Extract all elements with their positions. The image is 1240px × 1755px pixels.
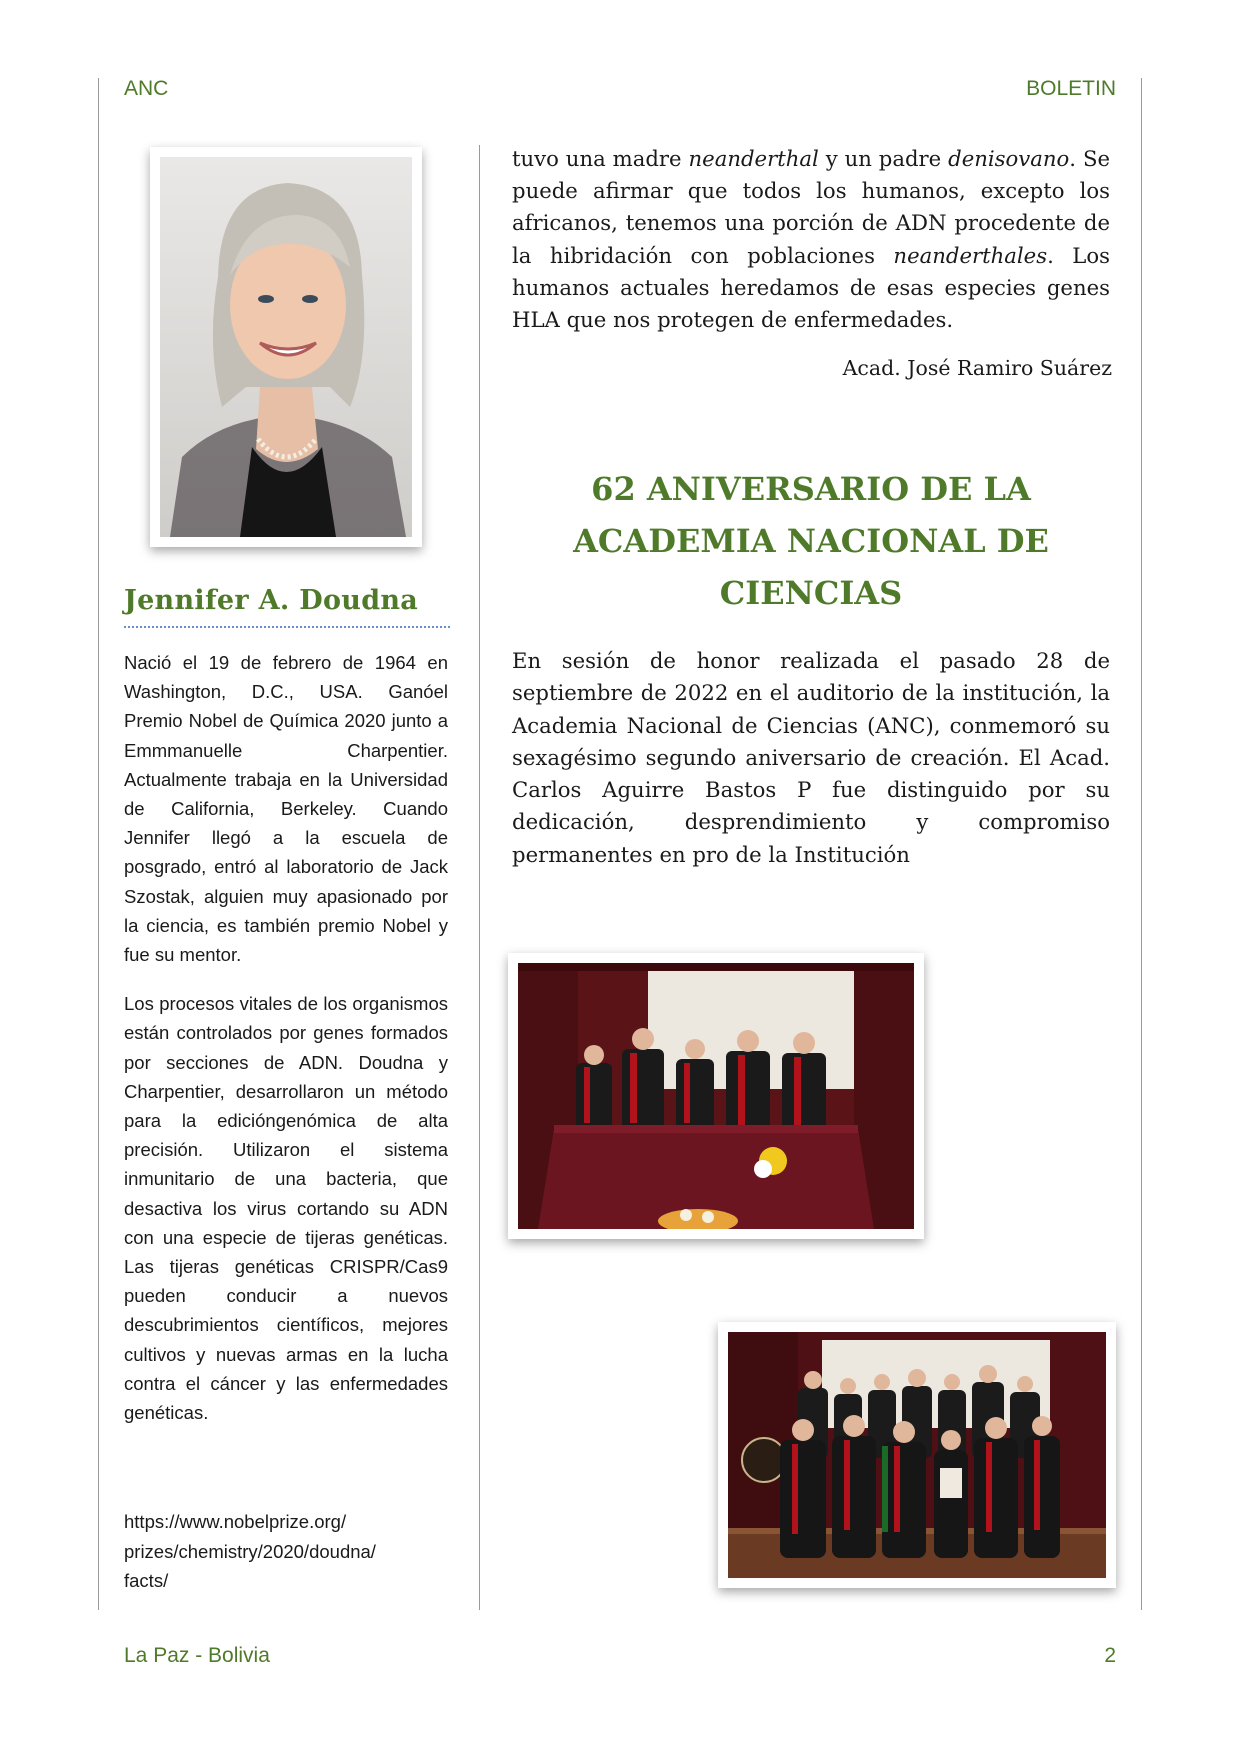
headline-line: ACADEMIA NACIONAL DE (573, 522, 1049, 560)
header-left: ANC (124, 77, 169, 100)
italic-term: neanderthal (688, 146, 819, 171)
source-link-line[interactable]: prizes/chemistry/2020/doudna/ (124, 1540, 376, 1562)
source-link-line[interactable]: facts/ (124, 1570, 169, 1591)
headline-line: CIENCIAS (719, 574, 903, 612)
profile-name: Jennifer A. Doudna (124, 585, 450, 628)
footer-location: La Paz - Bolivia (124, 1644, 270, 1667)
article-headline (512, 463, 1110, 619)
column-divider (479, 145, 480, 1610)
text-segment: tuvo una madre (512, 146, 689, 171)
portrait-image (160, 157, 412, 537)
bio-paragraph-2: Los procesos vitales de los organismos están controlados por genes formados por secciones de ADN. Doudna y Charpentier, desarrollaron un método para la edicióngenómica de alta precisión. Utilizaron el sistema inmunitario de una bacteria, que desactiva los virus cortando su ADN con una especie de tijeras genéticas. Las tijeras genéticas CRISPR/Cas9 pueden conducir a nuevos descubrimientos científicos, mejores cultivos y nuevas armas en la lucha contra el cáncer y las enfermedades genéticas. (124, 993, 448, 1424)
source-link[interactable] (124, 1507, 448, 1596)
header-right: BOLETIN (1026, 77, 1116, 100)
italic-term: neanderthales (893, 242, 1048, 268)
article-continued-text (512, 143, 1110, 336)
sidebar-bio (124, 648, 448, 1439)
article-body: En sesión de honor realizada el pasado 28 de septiembre de 2022 en el auditorio de la institución, la Academia Nacional de Ciencias (ANC), conmemoró su sexagésimo segundo aniversario de creación. El Acad. Carlos Aguirre Bastos P fue distinguido por su dedicación, desprendimiento y compromiso permanentes en pro de la Institución (512, 648, 1110, 867)
italic-term: denisovano (948, 146, 1070, 171)
bio-paragraph-1: Nació el 19 de febrero de 1964 en Washington, D.C., USA. Ganóel Premio Nobel de Química 2020 junto a Emmmanuelle Charpentier. Actualmente trabaja en la Universidad de California, Berkeley. Cuando Jennifer llegó a la escuela de posgrado, entró al laboratorio de Jack Szostak, alguien muy apasionado por la ciencia, es también premio Nobel y fue su mentor. (124, 652, 448, 966)
page-number: 2 (1104, 1644, 1116, 1667)
page-left-rule (98, 78, 99, 1610)
portrait-photo (150, 147, 422, 547)
text-segment: . Los humanos actuales heredamos de esas especies genes HLA que nos protegen de enfermedades. (512, 242, 1110, 333)
group-image (728, 1332, 1106, 1578)
headline-line: 62 ANIVERSARIO DE LA (591, 470, 1031, 508)
article-author: Acad. José Ramiro Suárez (842, 356, 1112, 380)
text-segment: y un padre (818, 146, 949, 171)
source-link-line[interactable]: https://www.nobelprize.org/ (124, 1511, 347, 1532)
ceremony-photo (508, 953, 924, 1239)
page-right-rule (1141, 78, 1142, 1610)
text-segment: . Se puede afirmar que todos los humanos, excepto los africanos, tenemos una porción de ADN procedente de la hibridación con poblaciones (512, 146, 1110, 268)
ceremony-image (518, 963, 914, 1229)
group-photo (718, 1322, 1116, 1588)
